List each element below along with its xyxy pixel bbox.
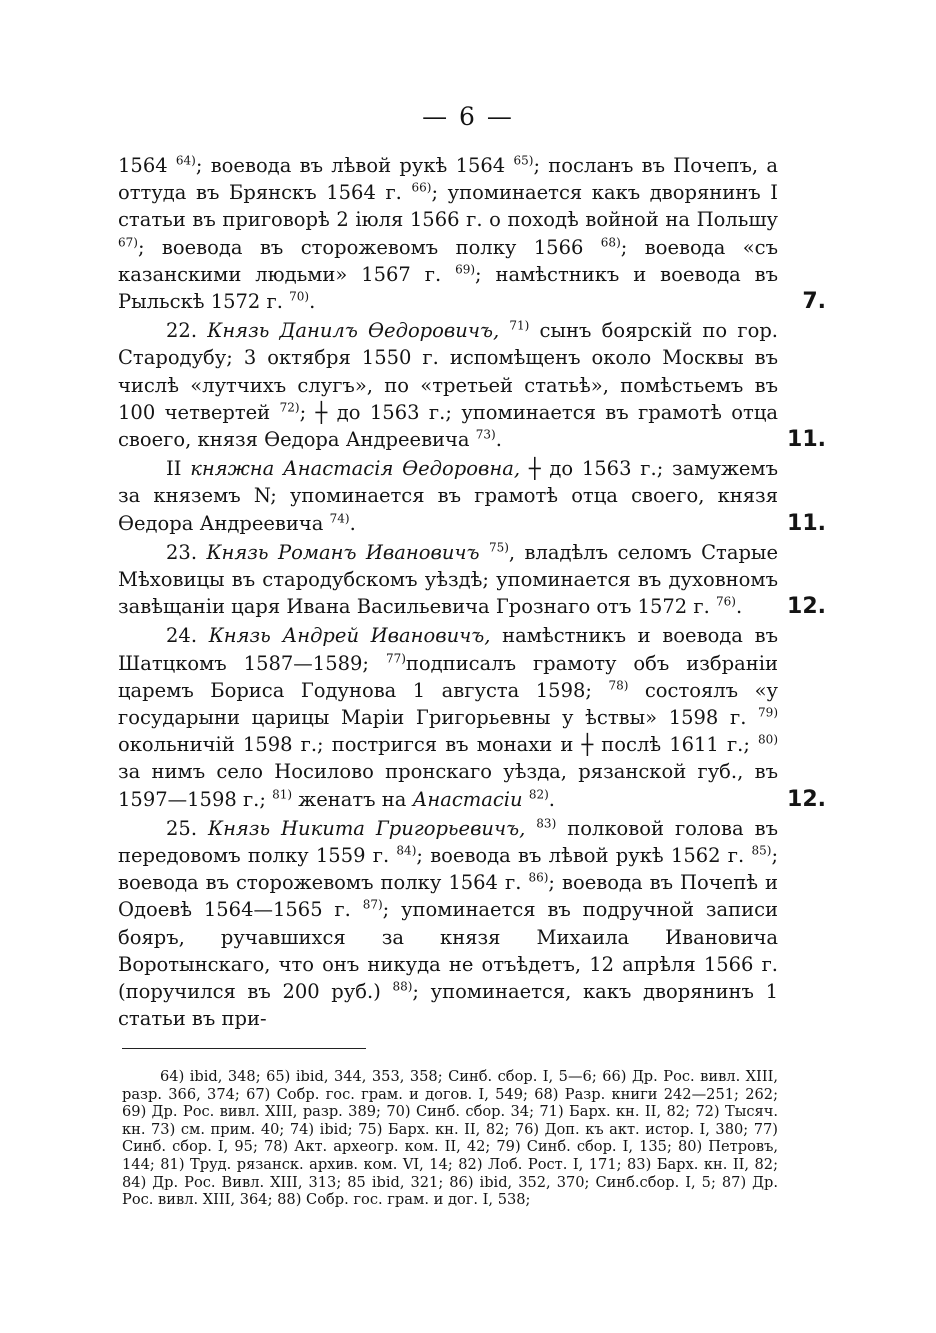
text-run: ; воевода въ лѣвой рукѣ 1564 (195, 154, 514, 177)
person-name: Князь Романъ Ивановичъ (206, 540, 480, 564)
person-name: Анастасіи (412, 787, 523, 811)
footnote-ref: 75) (488, 540, 509, 555)
text-run: сынъ боярскій по гор. Стародубу; 3 октября 1550 г. испомѣщенъ около Москвы въ числѣ «лутчихъ слугъ», по «третьей статьѣ», помѣстьемъ въ 100 четвертей (118, 319, 778, 424)
margin-generation-number: 12. (787, 594, 826, 620)
footnote-ref: 84) (396, 843, 417, 858)
footnote-ref: 81) (272, 787, 293, 802)
margin-generation-number: 11. (787, 427, 826, 453)
entry-paragraph (118, 455, 826, 537)
text-run: намѣстникъ и воевода въ Шатцкомъ 1587—1589; (118, 624, 778, 675)
footnote-ref: 80) (758, 732, 778, 747)
footnote-ref: 86) (528, 870, 549, 885)
footnote-ref: 72) (279, 400, 300, 415)
body-text (118, 152, 826, 1035)
person-name: Князь Данилъ Өедоровичъ, (207, 319, 500, 343)
margin-generation-number: 11. (787, 510, 826, 536)
footnote-ref: 67) (118, 235, 138, 250)
footnote-ref: 66) (411, 180, 432, 195)
text-run: ; воевода въ лѣвой рукѣ 1562 г. (416, 844, 752, 868)
text-run (480, 541, 489, 564)
text-run: ; воевода въ сторожевомъ полку 1566 (137, 235, 601, 259)
text-run: ; посланъ въ Почепъ, а оттуда въ Брянскъ 1564 г. (118, 154, 778, 205)
text-run: подписалъ грамоту объ избраніи царемъ Бориса Годунова 1 августа 1598; (118, 651, 778, 702)
footnote-ref: 79) (758, 705, 778, 720)
text-run: . (735, 595, 743, 619)
footnote-ref: 87) (362, 897, 383, 912)
text-run: . (349, 511, 356, 535)
text-run: ┼ до 1563 г.; замужемъ за княземъ N; упоминается въ грамотѣ отца своего, князя Өедора Андреевича (118, 457, 779, 535)
footnote-ref: 64) (175, 153, 196, 168)
footnote-ref: 78) (608, 678, 629, 693)
page-number: — 6 — (422, 102, 514, 131)
text-run: 1564 (118, 154, 176, 177)
text-run: ; ┼ до 1563 г.; упоминается въ грамотѣ отца своего, князя Өедора Андреевича (118, 400, 778, 452)
text-run: . (548, 787, 555, 811)
text-run: 23. (166, 540, 207, 564)
entry-paragraph (118, 539, 826, 621)
text-run (499, 319, 509, 342)
footnote-ref: 82) (528, 787, 549, 802)
text-run: , владѣлъ селомъ Старые Мѣховицы въ стародубскомъ уѣздѣ; упоминается въ духовномъ завѣщаніи царя Ивана Васильевича Грознаго отъ 1572 г. (118, 540, 778, 619)
footnotes: 64) ibid, 348; 65) ibid, 344, 353, 358; Синб. сбор. I, 5—6; 66) Др. Рос. вивл. XIII, разр. 366, 374; 67) Собр. гос. грам. и догов. I, 549; 68) Разр. книги 242—251; 262; 69) Др. Рос. вивл. XIII, разр. 389; 70) Синб. сбор. 34; 71) Барх. кн. II, 82; 72) Тысяч. кн. 73) см. прим. 40; 74) ibid; 75) Барх. кн. II, 82; 76) Доп. къ акт. истор. I, 380; 77) Синб. сбор. I, 95; 78) Акт. археогр. ком. II, 42; 79) Синб. сбор. I, 135; 80) Петровъ, 144; 81) Труд. рязанск. архив. ком. VI, 14; 82) Лоб. Рост. I, 171; 83) Барх. кн. II, 82; 84) Др. Рос. Вивл. XIII, 313; 85 ibid, 321; 86) ibid, 352, 370; Синб.сбор. I, 5; 87) Др. Рос. вивл. XIII, 364; 88) Собр. гос. грам. и дог. I, 538; (122, 1068, 778, 1209)
text-run: состоялъ «у государыни царицы Маріи Григорьевны у ѣствы» 1598 г. (118, 678, 778, 730)
text-run: ; воевода въ сторожевомъ полку 1564 г. (118, 844, 779, 895)
footnote-ref: 74) (329, 511, 350, 526)
footnote-ref: 65) (513, 153, 534, 168)
text-run: II (166, 457, 191, 481)
text-run (525, 817, 536, 840)
entry-paragraph (118, 152, 826, 315)
footnote-ref: 77) (385, 651, 406, 666)
margin-generation-number: 12. (787, 786, 826, 812)
text-run: . (495, 428, 502, 452)
text-run: 22. (166, 319, 208, 343)
text-run: 25. (166, 816, 208, 840)
entry-paragraph (118, 815, 778, 1033)
footnote-ref: 68) (600, 235, 621, 250)
footnote-ref: 71) (509, 318, 530, 333)
footnote-ref: 73) (475, 427, 496, 442)
footnote-divider (122, 1048, 366, 1049)
text-run: . (309, 290, 316, 314)
text-run: 24. (166, 624, 209, 648)
text-run: окольничій 1598 г.; постригся въ монахи и ┼ послѣ 1611 г.; (118, 733, 759, 757)
footnote-ref: 76) (716, 594, 736, 609)
footnote-ref: 88) (392, 979, 413, 994)
text-run: ; упоминается въ подручной записи бояръ, ручавшихся за князя Михаила Ивановича Воротынскаго, что онъ никуда не отъѣдетъ, 12 апрѣля 1566 г. (поручился въ 200 руб.) (118, 898, 779, 1004)
footnote-ref: 70) (289, 289, 310, 304)
text-run: полковой голова въ передовомъ полку 1559 г. (118, 816, 778, 868)
text-run: за нимъ село Носилово пронскаго уѣзда, рязанской губ., въ 1597—1598 г.; (118, 760, 778, 811)
person-name: Князь Андрей Ивановичъ, (208, 624, 491, 648)
footnote-ref: 83) (536, 816, 557, 831)
person-name: княжна Анастасія Өедоровна, (190, 457, 521, 481)
entry-paragraph (118, 317, 826, 453)
text-run: женатъ на (292, 787, 413, 811)
footnote-ref: 85) (751, 843, 772, 858)
person-name: Князь Никита Григорьевичъ, (207, 816, 526, 840)
footnote-ref: 69) (455, 262, 476, 277)
text-run: ; упоминается какъ дворянинъ I статьи въ приговорѣ 2 іюля 1566 г. о походѣ войной на Польшу (118, 181, 778, 232)
entry-paragraph (118, 622, 826, 812)
margin-generation-number: 7. (802, 289, 826, 315)
text-run: ; намѣстникъ и воевода въ Рыльскѣ 1572 г. (118, 262, 779, 314)
text-run: ; воевода въ Почепѣ и Одоевѣ 1564—1565 г. (118, 871, 778, 922)
text-run: ; воевода «съ казанскими людьми» 1567 г. (118, 235, 778, 286)
text-run: ; упоминается, какъ дворянинъ 1 статьи въ при- (118, 980, 778, 1031)
